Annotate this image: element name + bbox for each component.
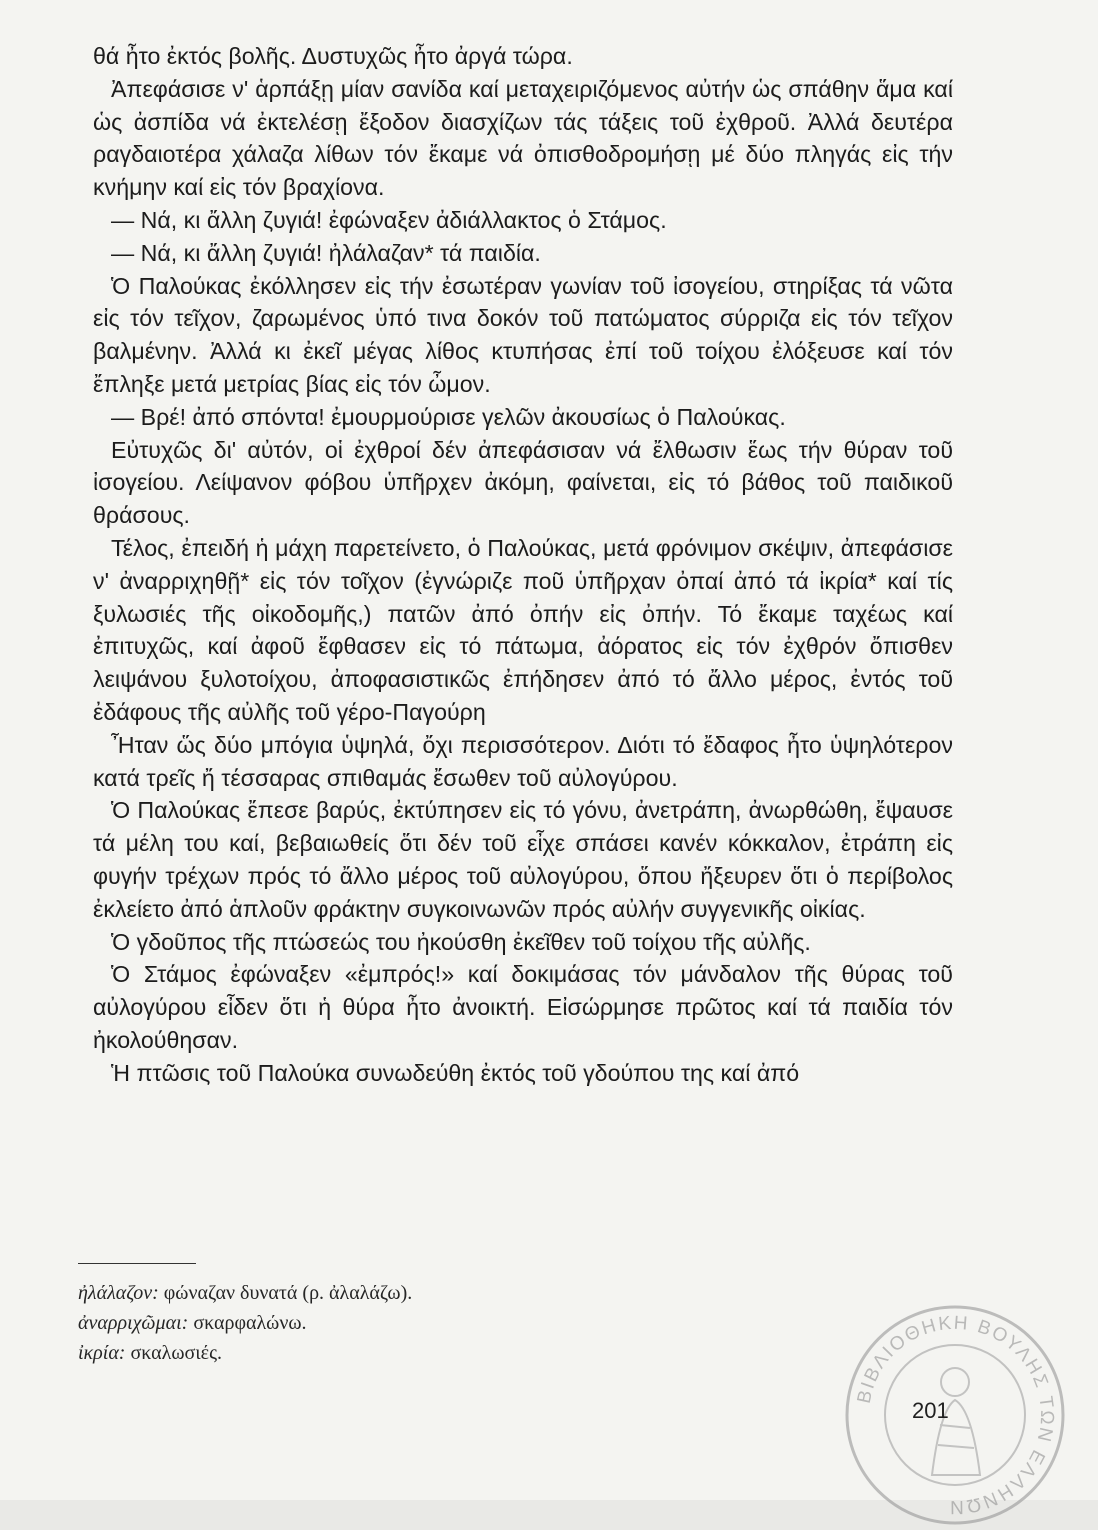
footnote-definition: σκαλωσιές.: [130, 1342, 222, 1364]
footnotes: [78, 1278, 678, 1368]
footnote-divider: [78, 1263, 196, 1264]
stamp-text: ΒΙΒΛΙΟΘΗΚΗ ΒΟΥΛΗΣ ΤΩΝ ΕΛΛΗΝΩΝ: [853, 1312, 1058, 1518]
paragraph-13: Ἡ πτῶσις τοῦ Παλούκα συνωδεύθη ἐκτός τοῦ γδούπου της καί ἀπό: [111, 1059, 800, 1086]
paragraph-8: Τέλος, ἐπειδή ἡ μάχη παρετείνετο, ὁ Παλούκας, μετά φρόνιμον σκέψιν, ἀπεφάσισε ν' ἀναρριχηθῇ* εἰς τόν τοῖχον (ἐγνώριζε ποῦ ὑπῆρχαν ὀπαί ἀπό τά ἰκρία* καί τίς ξυλωσιές τῆς οἰκοδομῆς,) πατῶν ἀπό ὀπήν εἰς ὀπήν. Τό ἔκαμε ταχέως καί ἐπιτυχῶς, καί ἀφοῦ ἔφθασεν εἰς τό πάτωμα, ἀόρατος εἰς τόν ἐχθρόν ὄπισθεν λειψάνου ξυλοτοίχου, ἀποφασιστικῶς ἐπήδησεν ἀπό τό ἄλλο μέρος, ἐντός τοῦ ἐδάφους τῆς αὐλῆς τοῦ γέρο-Παγούρη: [93, 534, 953, 725]
body-text: [93, 40, 953, 1090]
footnote-item: [78, 1338, 678, 1368]
paragraph-10: Ὁ Παλούκας ἔπεσε βαρύς, ἐκτύπησεν εἰς τό γόνυ, ἀνετράπη, ἀνωρθώθη, ἔψαυσε τά μέλη του καί, βεβαιωθείς ὅτι δέν τοῦ εἶχε σπάσει κανέν κόκκαλον, ἐτράπη εἰς φυγήν τρέχων πρός τό ἄλλο μέρος τοῦ αὐλογύρου, ὅπου ἤξευρεν ὅτι ὁ περίβολος ἐκλείετο ἀπό ἁπλοῦν φράκτην συγκοινωνῶν πρός αὐλήν συγγενικῆς οἰκίας.: [93, 797, 953, 922]
paragraph-6: — Βρέ! ἀπό σπόντα! ἐμουρμούρισε γελῶν ἀκουσίως ὁ Παλούκας.: [111, 403, 786, 430]
paragraph-12: Ὁ Στάμος ἐφώναξεν «ἐμπρός!» καί δοκιμάσας τόν μάνδαλον τῆς θύρας τοῦ αὐλογύρου εἶδεν ὅτι ἡ θύρα ἦτο ἀνοικτή. Εἰσώρμησε πρῶτος καί τά παιδία τόν ἠκολούθησαν.: [93, 961, 953, 1053]
paragraph-4: — Νά, κι ἄλλη ζυγιά! ἠλάλαζαν* τά παιδία.: [111, 239, 541, 266]
footnote-term: ἀναρριχῶμαι:: [78, 1312, 189, 1334]
paragraph-5: Ὁ Παλούκας ἐκόλλησεν εἰς τήν ἐσωτέραν γωνίαν τοῦ ἰσογείου, στηρίξας τά νῶτα εἰς τόν τεῖχον, ζαρωμένος ὑπό τινα δοκόν τοῦ πατώματος σύρριζα εἰς τόν τεῖχον βαλμένην. Ἀλλά κι ἐκεῖ μέγας λίθος κτυπήσας ἐπί τοῦ τοίχου ἐλόξευσε καί τόν ἔπληξε μετά μετρίας βίας εἰς τόν ὦμον.: [93, 272, 953, 397]
page-number: 201: [912, 1398, 949, 1423]
paragraph-11: Ὁ γδοῦπος τῆς πτώσεώς του ἠκούσθη ἐκεῖθεν τοῦ τοίχου τῆς αὐλῆς.: [111, 928, 811, 955]
footnote-item: [78, 1278, 678, 1308]
footnote-definition: σκαρφαλώνω.: [193, 1312, 307, 1334]
paragraph-3: — Νά, κι ἄλλη ζυγιά! ἐφώναξεν ἀδιάλλακτος ὁ Στάμος.: [111, 206, 667, 233]
footnote-definition: φώναζαν δυνατά (ρ. ἀλαλάζω).: [163, 1282, 413, 1304]
footnote-item: [78, 1308, 678, 1338]
paragraph-2: Ἀπεφάσισε ν' ἁρπάξῃ μίαν σανίδα καί μεταχειριζόμενος αὐτήν ὡς σπάθην ἅμα καί ὡς ἀσπίδα νά ἐκτελέσῃ ἔξοδον διασχίζων τάς τάξεις τοῦ ἐχθροῦ. Ἀλλά δευτέρα ραγδαιοτέρα χάλαζα λίθων τόν ἔκαμε νά ὀπισθοδρομήσῃ μέ δύο πληγάς εἰς τήν κνήμην καί εἰς τόν βραχίονα.: [93, 75, 953, 201]
paragraph-1: θά ἦτο ἐκτός βολῆς. Δυστυχῶς ἦτο ἀργά τώρα.: [93, 43, 573, 69]
library-stamp-icon: [840, 1300, 1070, 1530]
footnote-term: ἰκρία:: [78, 1342, 126, 1364]
paragraph-9: Ἦταν ὥς δύο μπόγια ὑψηλά, ὄχι περισσότερον. Διότι τό ἔδαφος ἦτο ὑψηλότερον κατά τρεῖς ἤ τέσσαρας σπιθαμάς ἔσωθεν τοῦ αὐλογύρου.: [93, 731, 953, 791]
paragraph-7: Εὐτυχῶς δι' αὐτόν, οἱ ἐχθροί δέν ἀπεφάσισαν νά ἔλθωσιν ἕως τήν θύραν τοῦ ἰσογείου. Λείψανον φόβου ὑπῆρχεν ἀκόμη, φαίνεται, εἰς τό βάθος τοῦ παιδικοῦ θράσους.: [93, 436, 953, 529]
footnote-term: ἠλάλαζον:: [78, 1282, 159, 1304]
